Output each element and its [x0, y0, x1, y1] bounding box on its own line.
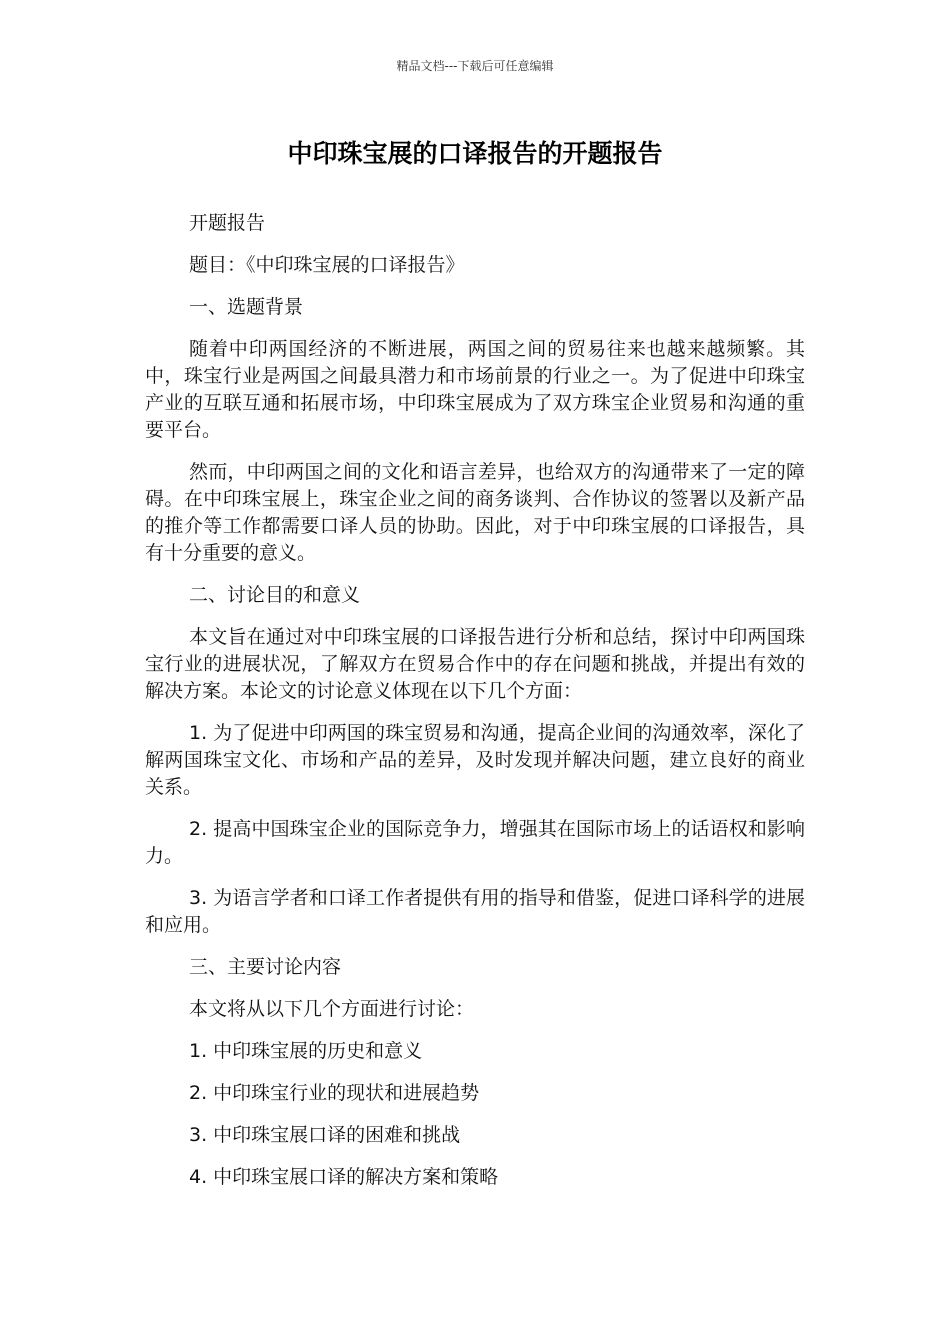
section-heading-background: 一、选题背景: [189, 296, 304, 318]
list-item-purpose-3: 3. 为语言学者和口译工作者提供有用的指导和借鉴，促进口译科学的进展和应用。: [145, 887, 805, 936]
paragraph-topic: 题目：《中印珠宝展的口译报告》: [189, 254, 465, 276]
document-body: [145, 210, 805, 1206]
list-item-content-1: 1. 中印珠宝展的历史和意义: [189, 1040, 423, 1062]
paragraph-background-1: 随着中印两国经济的不断进展，两国之间的贸易往来也越来越频繁。其中，珠宝行业是两国之间最具潜力和市场前景的行业之一。为了促进中印珠宝产业的互联互通和拓展市场，中印珠宝展成为了双方珠宝企业贸易和沟通的重要平台。: [145, 338, 805, 441]
paragraph-report-label: 开题报告: [189, 212, 266, 234]
list-item-content-2: 2. 中印珠宝行业的现状和进展趋势: [189, 1082, 480, 1104]
section-heading-purpose: 二、讨论目的和意义: [189, 584, 361, 606]
paragraph-content-intro: 本文将从以下几个方面进行讨论：: [189, 998, 475, 1020]
list-item-content-4: 4. 中印珠宝展口译的解决方案和策略: [189, 1166, 499, 1188]
document-title: 中印珠宝展的口译报告的开题报告: [287, 139, 663, 168]
paragraph-purpose: 本文旨在通过对中印珠宝展的口译报告进行分析和总结，探讨中印两国珠宝行业的进展状况，了解双方在贸易合作中的存在问题和挑战，并提出有效的解决方案。本论文的讨论意义体现在以下几个方面：: [145, 626, 805, 702]
list-item-purpose-2: 2. 提高中国珠宝企业的国际竞争力，增强其在国际市场上的话语权和影响力。: [145, 818, 805, 867]
list-item-purpose-1: 1. 为了促进中印两国的珠宝贸易和沟通，提高企业间的沟通效率，深化了解两国珠宝文化、市场和产品的差异，及时发现并解决问题，建立良好的商业关系。: [145, 722, 805, 798]
paragraph-background-2: 然而，中印两国之间的文化和语言差异，也给双方的沟通带来了一定的障碍。在中印珠宝展上，珠宝企业之间的商务谈判、合作协议的签署以及新产品的推介等工作都需要口译人员的协助。因此，对于中印珠宝展的口译报告，具有十分重要的意义。: [145, 461, 805, 564]
list-item-content-3: 3. 中印珠宝展口译的困难和挑战: [189, 1124, 461, 1146]
section-heading-content: 三、主要讨论内容: [189, 956, 342, 978]
header-note: 精品文档---下载后可任意编辑: [396, 59, 554, 73]
